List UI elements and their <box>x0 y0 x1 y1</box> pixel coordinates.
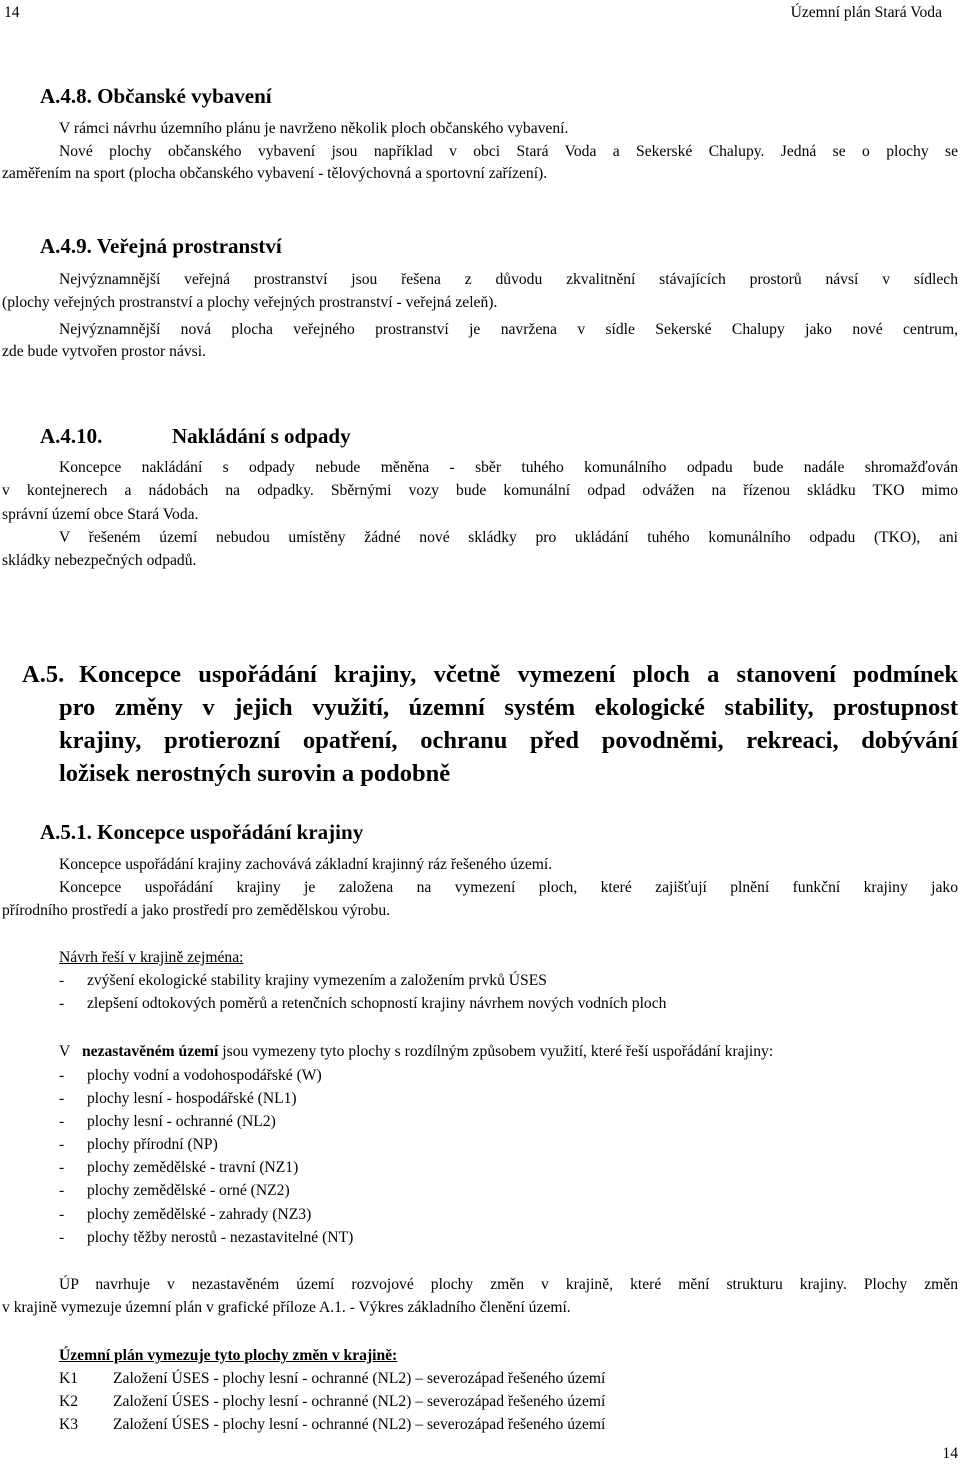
list-item: - <box>59 972 65 989</box>
list-dash: - <box>59 1182 65 1199</box>
list-dash: - <box>59 1136 65 1153</box>
nezastavene-paragraph <box>59 1041 773 1063</box>
section-number-a5: A.5. <box>22 661 65 688</box>
paragraph-line: skládky nebezpečných odpadů. <box>2 552 197 569</box>
list-item-text: zvýšení ekologické stability krajiny vymezením a založením prvků ÚSES <box>87 972 547 989</box>
nz-rest: jsou vymezeny tyto plochy s rozdílným způsobem využití, které řeší uspořádání krajiny: <box>222 1043 774 1060</box>
paragraph-line: ÚP navrhuje v nezastavěném území rozvojové plochy změn v krajině, které mění strukturu krajiny. Plochy změn <box>59 1276 958 1293</box>
section-heading-a48: A.4.8. Občanské vybavení <box>40 84 272 108</box>
paragraph-line: Nejvýznamnější nová plocha veřejného prostranství je navržena v sídle Sekerské Chalupy jako nové centrum, <box>59 321 958 338</box>
list-dash: - <box>59 1159 65 1176</box>
section-heading-a49: A.4.9. Veřejná prostranství <box>40 234 282 258</box>
list-dash: - <box>59 1113 65 1130</box>
list-dash: - <box>59 1090 65 1107</box>
list-dash: - <box>59 1206 65 1223</box>
section-title-line: ložisek nerostných surovin a podobně <box>59 760 451 787</box>
footer-page-number: 14 <box>942 1445 958 1462</box>
table-row-code: K2 <box>59 1393 79 1410</box>
list-item-text: plochy lesní - hospodářské (NL1) <box>87 1090 297 1107</box>
paragraph-line: Nové plochy občanského vybavení jsou například v obci Stará Voda a Sekerské Chalupy. Jedná se o plochy se <box>59 143 958 160</box>
list-item-text: plochy přírodní (NP) <box>87 1136 218 1153</box>
section-number-a410: A.4.10. <box>40 424 103 448</box>
paragraph-line: V rámci návrhu územního plánu je navrženo několik ploch občanského vybavení. <box>59 120 569 137</box>
table-row-code: K3 <box>59 1416 79 1433</box>
paragraph-line: V řešeném území nebudou umístěny žádné nové skládky pro ukládání tuhého komunálního odpadu (TKO), ani <box>59 529 958 546</box>
table-row-text: Založení ÚSES - plochy lesní - ochranné (NL2) – severozápad řešeného území <box>113 1393 606 1410</box>
paragraph-line: Nejvýznamnější veřejná prostranství jsou řešena z důvodu zkvalitnění stávajících prostorů návsí v sídlech <box>59 271 958 288</box>
section-heading-a51: A.5.1. Koncepce uspořádání krajiny <box>40 820 364 844</box>
list-item-text: plochy lesní - ochranné (NL2) <box>87 1113 276 1130</box>
list-item-text: plochy zemědělské - orné (NZ2) <box>87 1182 290 1199</box>
navrh-label: Návrh řeší v krajině zejména: <box>59 949 244 966</box>
paragraph-line: přírodního prostředí a jako prostředí pro zemědělskou výrobu. <box>2 902 391 919</box>
list-item: - <box>59 995 65 1012</box>
paragraph-line: zaměřením na sport (plocha občanského vybavení - tělovýchovná a sportovní zařízení). <box>2 165 548 182</box>
list-dash: - <box>59 1229 65 1246</box>
section-title-line: Koncepce uspořádání krajiny, včetně vymezení ploch a stanovení podmínek <box>79 661 958 688</box>
paragraph-line: zde bude vytvořen prostor návsi. <box>2 343 206 360</box>
paragraph-line: Koncepce nakládání s odpady nebude měněna - sběr tuhého komunálního odpadu bude nadále shromažďován <box>59 459 958 476</box>
section-title-a410: Nakládání s odpady <box>172 424 351 448</box>
list-item-text: plochy zemědělské - travní (NZ1) <box>87 1159 299 1176</box>
paragraph-line: správní území obce Stará Voda. <box>2 506 199 523</box>
paragraph-line: Koncepce uspořádání krajiny je založena na vymezení ploch, které zajišťují plnění funkční krajiny jako <box>59 879 958 896</box>
paragraph-line: Koncepce uspořádání krajiny zachovává základní krajinný ráz řešeného území. <box>59 856 553 873</box>
header-doc-title: Územní plán Stará Voda <box>790 4 942 21</box>
paragraph-line: v kontejnerech a nádobách na odpadky. Sběrnými vozy bude komunální odpad odvážen na řízenou skládku TKO mimo <box>2 482 958 499</box>
table-row-text: Založení ÚSES - plochy lesní - ochranné (NL2) – severozápad řešeného území <box>113 1370 606 1387</box>
header-page-number: 14 <box>4 4 20 21</box>
nz-prefix: V <box>59 1043 71 1060</box>
paragraph-line: v krajině vymezuje územní plán v grafické příloze A.1. - Výkres základního členění území. <box>2 1299 571 1316</box>
nz-bold: nezastavěném území <box>81 1043 219 1060</box>
paragraph-line: (plochy veřejných prostranství a plochy veřejných prostranství - veřejná zeleň). <box>2 294 498 311</box>
zmeny-heading: Územní plán vymezuje tyto plochy změn v krajině: <box>59 1347 398 1364</box>
section-title-line: pro změny v jejich využití, územní systém ekologické stability, prostupnost <box>59 694 958 721</box>
table-row-code: K1 <box>59 1370 79 1387</box>
list-item-text: zlepšení odtokových poměrů a retenčních schopností krajiny návrhem nových vodních ploch <box>87 995 667 1012</box>
table-row-text: Založení ÚSES - plochy lesní - ochranné (NL2) – severozápad řešeného území <box>113 1416 606 1433</box>
section-title-line: krajiny, protierozní opatření, ochranu před povodněmi, rekreaci, dobývání <box>59 727 958 754</box>
list-dash: - <box>59 1067 65 1084</box>
list-item-text: plochy vodní a vodohospodářské (W) <box>87 1067 322 1084</box>
list-item-text: plochy těžby nerostů - nezastavitelné (NT) <box>87 1229 354 1246</box>
list-item-text: plochy zemědělské - zahrady (NZ3) <box>87 1206 312 1223</box>
